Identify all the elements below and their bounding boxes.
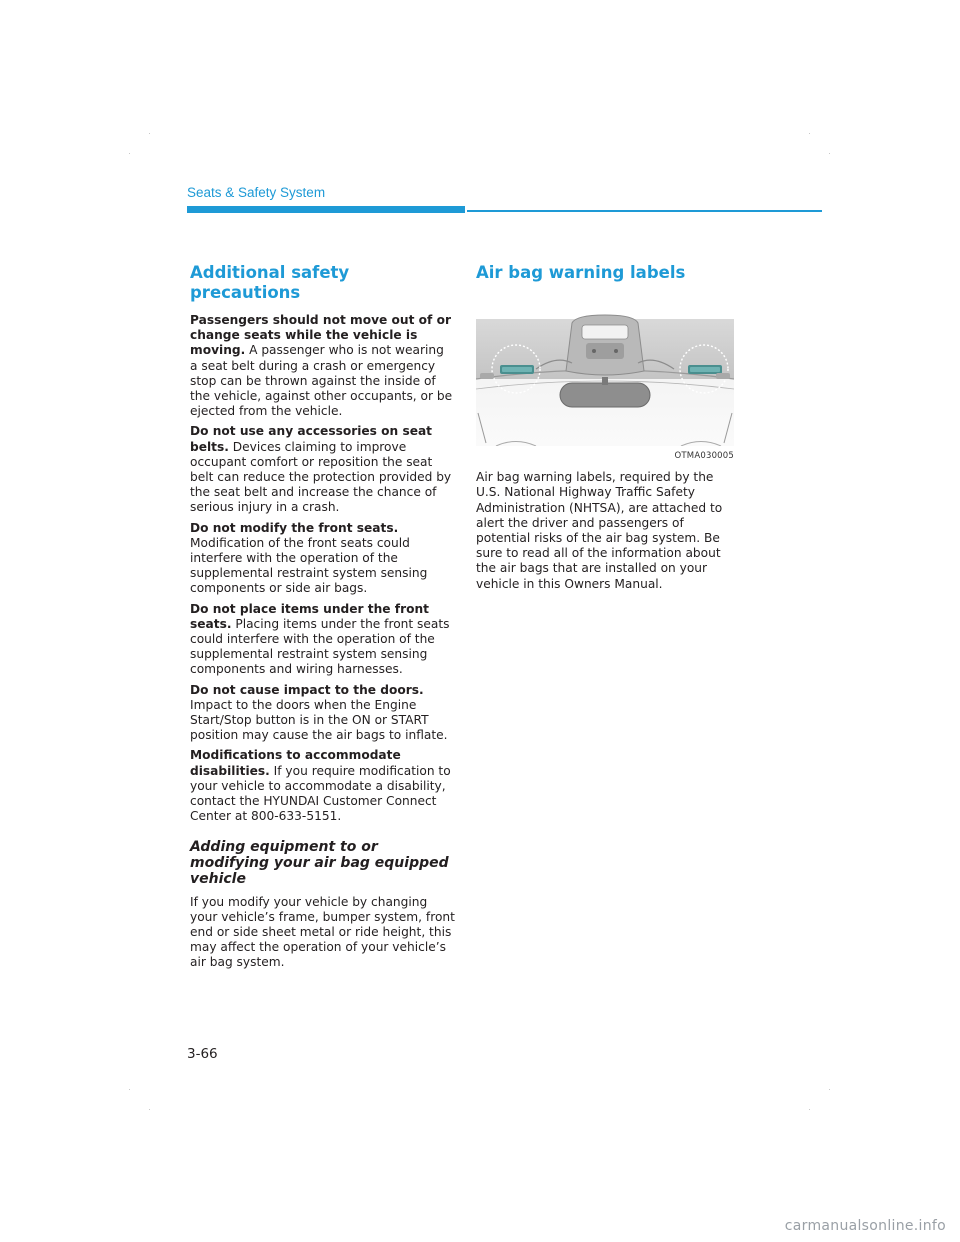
paragraph	[190, 748, 455, 824]
paragraph-lead: Do not use any accessories on seat belts.	[190, 424, 433, 454]
subheading-adding-equipment: Adding equipment to or modifying your air bag equipped vehicle	[190, 838, 449, 887]
paragraph-body: Placing items under the front seats could interfere with the operation of the supplemental restraint system sensing components and wiring harnesses.	[190, 616, 450, 677]
crop-mark	[829, 153, 830, 154]
crop-mark	[129, 1089, 130, 1090]
figure-code: OTMA030005	[674, 451, 734, 461]
paragraph	[190, 313, 455, 419]
paragraph	[190, 602, 455, 678]
paragraph-lead: Do not modify the front seats.	[190, 520, 399, 535]
paragraph-lead: Passengers should not move out of or change seats while the vehicle is moving.	[190, 313, 451, 358]
header-rule-thin	[467, 210, 822, 212]
paragraph-lead: Do not place items under the front seats.	[190, 601, 429, 631]
heading-air-bag-labels: Air bag warning labels	[476, 263, 686, 282]
paragraph-lead: Do not cause impact to the doors.	[190, 682, 424, 697]
paragraph-body: If you require modification to your vehicle to accommodate a disability, contact the HYUNDAI Customer Connect Center at 800-633-5151.	[190, 763, 451, 824]
paragraph	[190, 521, 455, 597]
crop-mark	[809, 133, 810, 134]
left-column	[190, 263, 455, 976]
crop-mark	[129, 153, 130, 154]
paragraph-lead: Modifications to accommodate disabilities.	[190, 748, 401, 778]
header-rule-thick	[187, 206, 465, 213]
right-column	[476, 263, 734, 597]
paragraph-body: Impact to the doors when the Engine Start/Stop button is in the ON or START position may cause the air bags to inflate.	[190, 697, 448, 743]
page-number: 3-66	[187, 1046, 218, 1062]
crop-mark	[829, 1089, 830, 1090]
paragraph-body: Modification of the front seats could interfere with the operation of the supplemental restraint system sensing components or side air bags.	[190, 535, 428, 596]
airbag-label-figure	[476, 293, 734, 446]
airbag-labels-paragraph: Air bag warning labels, required by the U.S. National Highway Traffic Safety Administration (NHTSA), are attached to alert the driver and passengers of potential risks of the air bag system. Be sure to read all of the information about the air bags that are installed on your vehicle in this Owners Manual.	[476, 470, 723, 591]
paragraph-body: A passenger who is not wearing a seat belt during a crash or emergency stop can be thrown against the inside of the vehicle, against other occupants, or be ejected from the vehicle.	[190, 343, 453, 419]
crop-mark	[149, 1109, 150, 1110]
crop-mark	[149, 133, 150, 134]
heading-additional-safety: Additional safety precautions	[190, 263, 350, 302]
site-watermark: carmanualsonline.info	[784, 1218, 946, 1234]
section-title: Seats & Safety System	[187, 185, 326, 200]
closing-paragraph: If you modify your vehicle by changing your vehicle’s frame, bumper system, front end or side sheet metal or ride height, this may affect the operation of your vehicle’s air bag system.	[190, 894, 455, 970]
paragraph	[190, 683, 455, 744]
paragraph-body: Devices claiming to improve occupant comfort or reposition the seat belt can reduce the protection provided by the seat belt and increase the chance of serious injury in a crash.	[190, 439, 452, 515]
crop-mark	[809, 1109, 810, 1110]
headliner-illustration	[476, 293, 734, 446]
paragraph	[190, 424, 455, 515]
